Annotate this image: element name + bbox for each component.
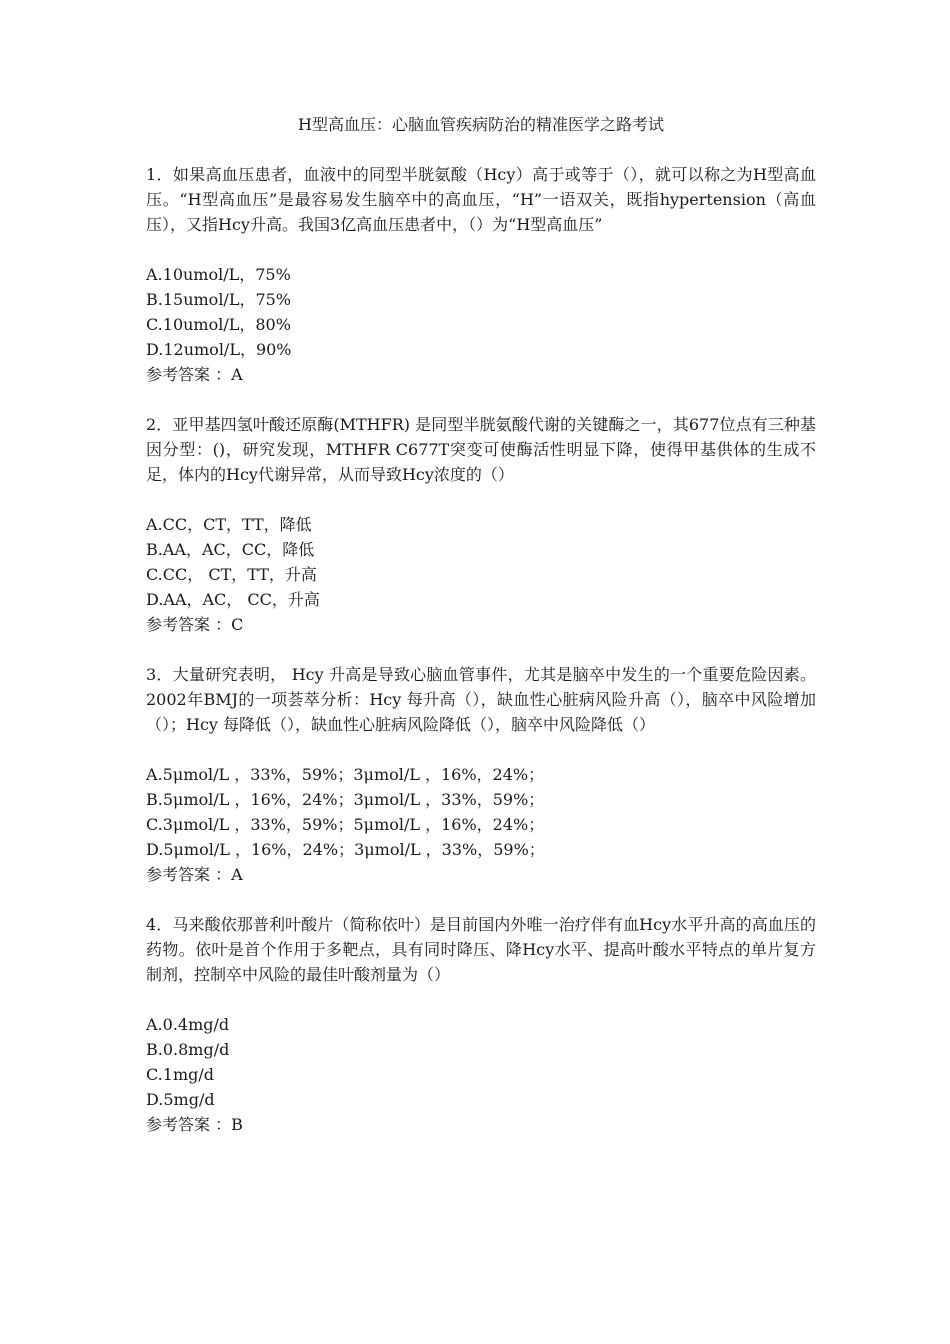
option-d: D.12umol/L，90% <box>146 340 292 359</box>
option-a: A.CC，CT，TT，降低 <box>146 515 312 534</box>
question-3 <box>146 662 816 887</box>
question-1 <box>146 162 816 387</box>
option-a: A.5μmol/L ，33%，59%；3μmol/L ，16%，24%； <box>146 765 545 784</box>
option-c: C.3μmol/L ，33%，59%；5μmol/L ，16%，24%； <box>146 815 545 834</box>
option-d: D.5mg/d <box>146 1090 215 1109</box>
reference-answer: 参考答案 ：A <box>146 365 243 384</box>
option-b: B.15umol/L，75% <box>146 290 292 309</box>
option-c: C.CC， CT，TT，升高 <box>146 565 317 584</box>
document-title: H型高血压：心脑血管疾病防治的精准医学之路考试 <box>298 115 664 134</box>
option-c: C.1mg/d <box>146 1065 214 1084</box>
option-b: B.AA，AC，CC，降低 <box>146 540 315 559</box>
reference-answer: 参考答案 ：B <box>146 1115 243 1134</box>
option-a: A.10umol/L，75% <box>146 265 291 284</box>
option-d: D.5μmol/L ，16%，24%；3μmol/L ，33%，59%； <box>146 840 545 859</box>
question-stem: 3．大量研究表明， Hcy 升高是导致心脑血管事件，尤其是脑卒中发生的一个重要危险因素。2002年BMJ的一项荟萃分析：Hcy 每升高（），缺血性心脏病风险升高（），脑卒中风险增加（）；Hcy 每降低（），缺血性心脏病风险降低（），脑卒中风险降低（） <box>146 665 816 734</box>
question-stem: 4．马来酸依那普利叶酸片（简称依叶）是目前国内外唯一治疗伴有血Hcy水平升高的高血压的药物。依叶是首个作用于多靶点，具有同时降压、降Hcy水平、提高叶酸水平特点的单片复方制剂，控制卒中风险的最佳叶酸剂量为（） <box>146 915 816 984</box>
question-stem: 1．如果高血压患者，血液中的同型半胱氨酸（Hcy）高于或等于（），就可以称之为H型高血压。“H型高血压”是最容易发生脑卒中的高血压，“H”一语双关，既指hypertension（高血压），又指Hcy升高。我国3亿高血压患者中，（）为“H型高血压” <box>146 165 816 234</box>
question-4 <box>146 912 816 1137</box>
option-c: C.10umol/L，80% <box>146 315 291 334</box>
option-b: B.0.8mg/d <box>146 1040 230 1059</box>
document-page <box>146 112 816 1162</box>
question-2 <box>146 412 816 637</box>
reference-answer: 参考答案 ：C <box>146 615 244 634</box>
reference-answer: 参考答案 ：A <box>146 865 243 884</box>
option-b: B.5μmol/L ，16%，24%；3μmol/L ，33%，59%； <box>146 790 545 809</box>
question-stem: 2．亚甲基四氢叶酸还原酶(MTHFR) 是同型半胱氨酸代谢的关键酶之一，其677位点有三种基因分型：()，研究发现，MTHFR C677T突变可使酶活性明显下降，使得甲基供体的生成不足，体内的Hcy代谢异常，从而导致Hcy浓度的（） <box>146 415 816 484</box>
option-a: A.0.4mg/d <box>146 1015 230 1034</box>
option-d: D.AA，AC， CC，升高 <box>146 590 320 609</box>
